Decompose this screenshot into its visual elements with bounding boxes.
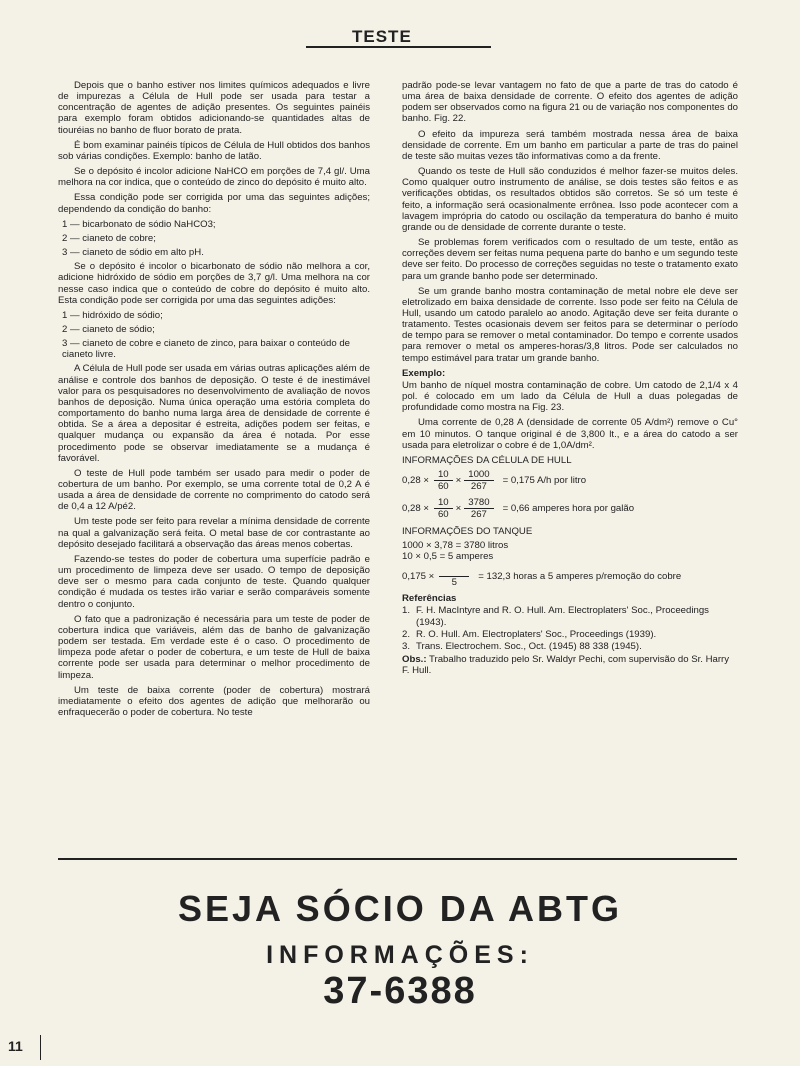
denominator: 267 <box>470 509 487 521</box>
list-item: 2 — cianeto de sódio; <box>62 323 155 335</box>
formula-lead: 0,28 × <box>402 475 429 487</box>
fraction <box>439 565 469 588</box>
paragraph: Quando os teste de Hull são conduzidos é melhor fazer-se muitos deles. Como qualquer outro instrumento de análise, se dois testes são feitos e as verificações obtidas, os resultados obtidos são corretos. Se só um teste é feito, a informação será ocasionalmente errônea. Isso pode acontecer com a lavagem imprópria do catodo ou oscilação da temperatura do banho é muito grande ou de densidade de corrente durante o teste. <box>402 166 738 233</box>
paragraph: Um banho de níquel mostra contaminação de cobre. Um catodo de 2,1/4 x 4 pol. é colocado em um lado da Célula de Hull a duas polegadas de profundidade como mostra na Fig. 23. <box>402 379 738 414</box>
tank-line: 10 × 0,5 = 5 amperes <box>402 550 494 562</box>
page-number-rule <box>40 1035 41 1060</box>
paragraph: padrão pode-se levar vantagem no fato de que a parte de tras do catodo é uma área de baixa densidade de corrente. O efeito dos agentes de adição podem ser observados como na figura 21 ou de variação nos componentes do banho. Fig. 22. <box>402 80 738 125</box>
paragraph: Um teste pode ser feito para revelar a mínima densidade de corrente na qual a galvanização será feita. O metal base de cor contrastante ao depósito desejado facilitará a observação das áreas menos cobertas. <box>58 516 370 550</box>
numerator: 3780 <box>464 497 493 509</box>
left-column <box>58 80 370 722</box>
paragraph: O efeito da impureza será também mostrada nessa área de baixa densidade de corrente. Em um banho em particular a parte de tras do painel de teste são muitas vezes tão informativas como a da frente. <box>402 128 738 162</box>
formula-lead: 0,175 × <box>402 571 435 583</box>
denominator: 5 <box>451 577 457 589</box>
formula-result: = 0,66 amperes hora por galão <box>502 503 635 515</box>
obs-text: Trabalho traduzido pelo Sr. Waldyr Pechi, com supervisão do Sr. Harry F. Hull. <box>402 654 730 677</box>
paragraph: Um teste de baixa corrente (poder de cobertura) mostrará imediatamente o efeito dos agentes de adição que melhorarão ou enfraquecerão o poder de cobertura. No teste <box>58 684 370 718</box>
tank-line: 1000 × 3,78 = 3780 litros <box>402 539 509 551</box>
denominator: 60 <box>437 509 449 521</box>
formula-3 <box>402 565 738 588</box>
references-heading: Referências <box>402 593 457 605</box>
paragraph: Se problemas forem verificados com o resultado de um teste, então as correções devem ser feitas numa pequena parte do banho e um segundo teste deve ser feito. Do processo de correções seguidas no teste o tratamento exato para um grande banho pode ser determinado. <box>402 237 738 282</box>
paragraph: A Célula de Hull pode ser usada em várias outras aplicações além de análise e controle dos banhos de deposição. O teste é de inestimável valor para os pesquisadores no desenvolvimento de avaliação de novos banhos de deposição. Numa única operação uma estória completa do comportamento do banho numa larga área de densidade de corrente é obtida. Se a área a depositar é estreita, adições podem ser feitas, e qualquer mudança ou expansão da área é notada. Por esse procedimento pode se observar imediatamente se a mudança é favorável. <box>58 363 370 464</box>
fraction <box>464 469 493 492</box>
denominator: 60 <box>437 481 449 493</box>
numerator <box>439 565 469 577</box>
fraction <box>434 497 453 520</box>
paragraph: É bom examinar painéis típicos de Célula de Hull obtidos dos banhos sob várias condições. Exemplo: banho de latão. <box>58 139 370 162</box>
list-item: 3 — cianeto de cobre e cianeto de zinco, para baixar o conteúdo de cianeto livre. <box>62 338 351 361</box>
reference-item <box>402 641 738 652</box>
paragraph: Se o depósito é incolor adicione NaHCO em porções de 7,4 gl/. Uma melhora na cor indica, que o conteúdo de zinco do depósito é muito alto. <box>58 166 370 189</box>
right-column <box>402 80 738 676</box>
cell-info-heading: INFORMAÇÕES DA CÉLULA DE HULL <box>402 454 572 466</box>
fraction <box>434 469 453 492</box>
paragraph: Uma corrente de 0,28 A (densidade de corrente 05 A/dm²) remove o Cu° em 10 minutos. O tanque original é de 3,800 lt., e a área do catodo a ser usada para eletrolizar o cobre é de 1,0A/dm². <box>402 417 738 451</box>
reference-text: F. H. MacIntyre and R. O. Hull. Am. Electroplaters' Soc., Proceedings (1943). <box>416 605 709 628</box>
reference-item <box>402 605 738 627</box>
page-number: 11 <box>8 1038 23 1054</box>
obs-note <box>402 654 738 676</box>
formula-result: = 132,3 horas a 5 amperes p/remoção do cobre <box>478 571 682 583</box>
times-sign: × <box>455 503 462 515</box>
list-item: 3 — cianeto de sódio em alto pH. <box>62 247 204 259</box>
section-divider <box>58 858 737 860</box>
ad-phone-number: 37-6388 <box>323 970 477 1012</box>
tank-info-heading: INFORMAÇÕES DO TANQUE <box>402 525 533 537</box>
obs-label: Obs.: <box>402 654 427 666</box>
paragraph: O fato que a padronização é necessária para um teste de poder de cobertura indica que variáveis, além das de banho de galvanização podem ser testada. Em verdade este é o caso. O procedimento de limpeza pode afetar o poder de cobertura, e um teste de Hull de baixa corrente pode ser usada para determinar o melhor procedimento de limpeza. <box>58 613 370 681</box>
numerator: 1000 <box>464 469 493 481</box>
list-item: 1 — bicarbonato de sódio NaHCO3; <box>62 218 216 230</box>
formula-result: = 0,175 A/h por litro <box>502 475 587 487</box>
formula-lead: 0,28 × <box>402 503 429 515</box>
ad-title: SEJA SÓCIO DA ABTG <box>177 888 623 929</box>
paragraph: Fazendo-se testes do poder de cobertura uma superfície padrão e um procedimento de limpeza deve ser usado. O tempo de deposição deve ser o mesmo para cada conjunto de teste. Quando qualquer condição é mudada os testes irão variar e serão comparáveis somente dentro o conjunto. <box>58 553 370 610</box>
reference-text: R. O. Hull. Am. Electroplaters' Soc., Proceedings (1939). <box>416 628 657 640</box>
paragraph: O teste de Hull pode também ser usado para medir o poder de cobertura de um banho. Por exemplo, se uma corrente total de 0,2 A é usada a área de densidade de corrente no comprimento do catodo será de 0,4 a 12 A/pé2. <box>58 467 370 513</box>
paragraph: Se o depósito é incolor o bicarbonato de sódio não melhora a cor, adicione hidróxido de sódio em porções de 3,7 g/l. Uma melhora na cor nesse caso indica que o conteúdo de cobre do depósito é muito alto. Esta condição pode ser corrigida por uma das seguintes adições: <box>58 261 370 306</box>
formula-2 <box>402 497 738 520</box>
reference-number: 2. <box>402 628 411 640</box>
paragraph: Essa condição pode ser corrigida por uma das seguintes adições; dependendo da condição do banho: <box>58 192 370 215</box>
reference-number: 3. <box>402 640 411 652</box>
numerator: 10 <box>434 469 453 481</box>
fraction <box>464 497 493 520</box>
paragraph: Se um grande banho mostra contaminação de metal nobre ele deve ser eletrolizado em baixa densidade de corrente. Isso pode ser feito na Célula de Hull, usando um catodo paralelo ao anodo. Agitação deve ser feita durante o tratamento. Testes ocasionais devem ser feitos para se determinar o período de tempo para se remover o metal contaminador. Do tempo e corrente usados para remover o metal os amperes-horas/3,8 litros. Pode ser calculados no tempo estimável para tratar um grande banho. <box>402 285 738 364</box>
example-label: Exemplo: <box>402 367 446 379</box>
header-rule <box>306 46 491 48</box>
list-item: 2 — cianeto de cobre; <box>62 232 156 244</box>
denominator: 267 <box>470 481 487 493</box>
formula-1 <box>402 469 738 492</box>
reference-text: Trans. Electrochem. Soc., Oct. (1945) 88 338 (1945). <box>416 640 642 652</box>
paragraph: Depois que o banho estiver nos limites químicos adequados e livre de impurezas a Célula de Hull pode ser usada para testar a concentração de agentes de adição presentes. Os seguintes painéis para exemplo foram obtidos adicionando-se quantidades altas de tiouréias no banho de fluor borato de prata. <box>58 80 370 136</box>
reference-number: 1. <box>402 605 411 617</box>
ad-info-label: INFORMAÇÕES: <box>266 941 534 969</box>
times-sign: × <box>455 475 462 487</box>
numerator: 10 <box>434 497 453 509</box>
page-header-title: TESTE <box>352 27 412 46</box>
list-item: 1 — hidróxido de sódio; <box>62 309 163 321</box>
reference-item <box>402 629 738 640</box>
